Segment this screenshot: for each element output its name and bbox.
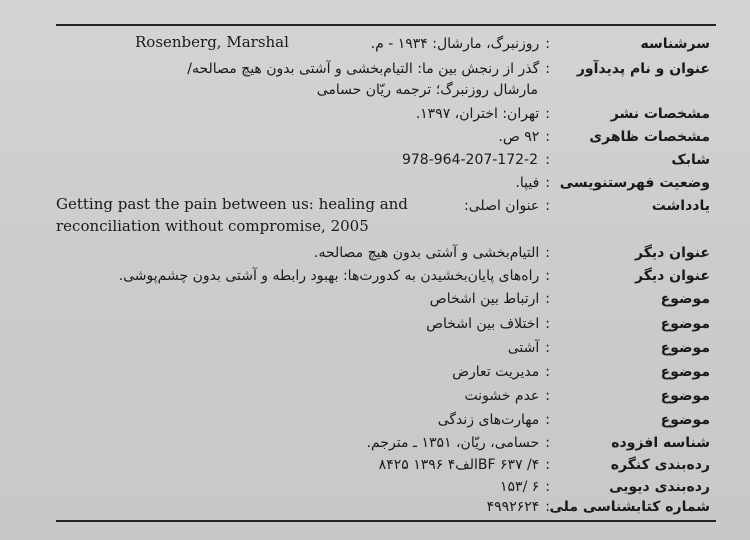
- label-added-entry: شناسه افزوده: [611, 435, 710, 451]
- label-subject: موضوع: [660, 364, 710, 380]
- label-other-title-2: عنوان دیگر: [635, 268, 710, 284]
- label-subject: موضوع: [660, 340, 710, 356]
- value-added-entry: حسامی، ریّان، ۱۳۵۱ ـ مترجم.: [366, 435, 540, 451]
- value-title-line1: گذر از رنجش بین ما: التیام‌بخشی و آشتی بدون هیچ مصالحه/: [187, 61, 540, 77]
- label-isbn: شابک: [671, 152, 710, 168]
- main-entry-latin: Rosenberg, Marshal: [135, 33, 289, 51]
- label-cataloging-status: وضعیت فهرستنویسی: [559, 175, 710, 191]
- value-subject: اختلاف بین اشخاص: [426, 316, 540, 332]
- value-main-entry: روزنبرگ، مارشال: ۱۹۳۴ - م.: [370, 36, 540, 52]
- value-subject: عدم خشونت: [464, 388, 540, 404]
- value-subject: ارتباط بین اشخاص: [429, 291, 540, 307]
- label-publication: مشخصات نشر: [610, 106, 710, 122]
- label-subject: موضوع: [660, 316, 710, 332]
- value-other-title-2: راه‌های پایان‌بخشیدن به کدورت‌ها: بهبود رابطه و آشتی بدون چشم‌پوشی.: [118, 268, 540, 284]
- value-lc-class: BF ۶۳۷ /۴الف۴ ۱۳۹۶ ۸۴۲۵: [378, 457, 540, 473]
- label-subject: موضوع: [660, 412, 710, 428]
- label-physical: مشخصات ظاهری: [589, 129, 710, 145]
- label-other-title-1: عنوان دیگر: [635, 245, 710, 261]
- value-isbn: 978-964-207-172-2: [401, 152, 538, 168]
- label-national-number: شماره کتابشناسی ملی: [549, 499, 710, 515]
- label-title: عنوان و نام پدیدآور: [576, 61, 710, 77]
- bottom-rule: [56, 520, 716, 522]
- value-physical: ۹۲ ص.: [498, 129, 540, 145]
- label-lc-class: رده‌بندی کنگره: [610, 457, 710, 473]
- value-note-prefix: عنوان اصلی:: [464, 198, 540, 214]
- value-other-title-1: التیام‌بخشی و آشتی بدون هیچ مصالحه.: [314, 245, 540, 261]
- label-main-entry: سرشناسه: [640, 36, 710, 52]
- value-note-line1: Getting past the pain between us: healing and: [56, 195, 408, 213]
- catalog-card: سرشناسه :روزنبرگ، مارشال: ۱۹۳۴ - م. Rosenberg, Marshal عنوان و نام پدیدآور :گذر از رنجش بین ما: التیام‌بخشی و آشتی بدون هیچ مصالحه/ مارشال روزنبرگ؛ ترجمه ریّان حسامی مشخصات نشر :تهران: اختران، ۱۳۹۷. مشخصات ظاهری :۹۲ ص. شابک : 978-964-207-172-2 وضعیت فهرستنویسی :فیپا. یادداشت :عنوان اصلی: Getting past the pain between us: healing and reconciliation without compromise, 2005 عنوان دیگر :التیام‌بخشی و آشتی بدون هیچ مصالحه. عنوان دیگر :راه‌های پایان‌بخشیدن به کدورت‌ها: بهبود رابطه و آشتی بدون چشم‌پوشی. موضوع :ارتباط بین اشخاص موضوع :اختلاف بین اشخاص موضوع :آشتی موضوع :مدیریت تعارض موضوع :عدم خشونت موضوع :مهارت‌های زندگی شناسه افزوده :حسامی، ریّان، ۱۳۵۱ ـ مترجم. رده‌بندی کنگره :BF ۶۳۷ /۴الف۴ ۱۳۹۶ ۸۴۲۵ رده‌بندی دیویی :۶ /۱۵۳ شماره کتابشناسی ملی :۴۹۹۲۶۲۴: [0, 0, 750, 540]
- value-title-line2: مارشال روزنبرگ؛ ترجمه ریّان حسامی: [316, 82, 538, 98]
- value-dewey: ۶ /۱۵۳: [500, 479, 540, 495]
- label-dewey: رده‌بندی دیویی: [609, 479, 710, 495]
- value-subject: مدیریت تعارض: [452, 364, 540, 380]
- label-note: یادداشت: [651, 198, 710, 214]
- top-rule: [56, 24, 716, 26]
- value-publication: تهران: اختران، ۱۳۹۷.: [415, 106, 540, 122]
- value-subject: مهارت‌های زندگی: [437, 412, 540, 428]
- label-subject: موضوع: [660, 291, 710, 307]
- value-cataloging-status: فیپا.: [515, 175, 540, 191]
- label-subject: موضوع: [660, 388, 710, 404]
- value-national-number: ۴۹۹۲۶۲۴: [486, 499, 540, 515]
- value-subject: آشتی: [507, 340, 540, 356]
- value-note-line2: reconciliation without compromise, 2005: [56, 217, 369, 235]
